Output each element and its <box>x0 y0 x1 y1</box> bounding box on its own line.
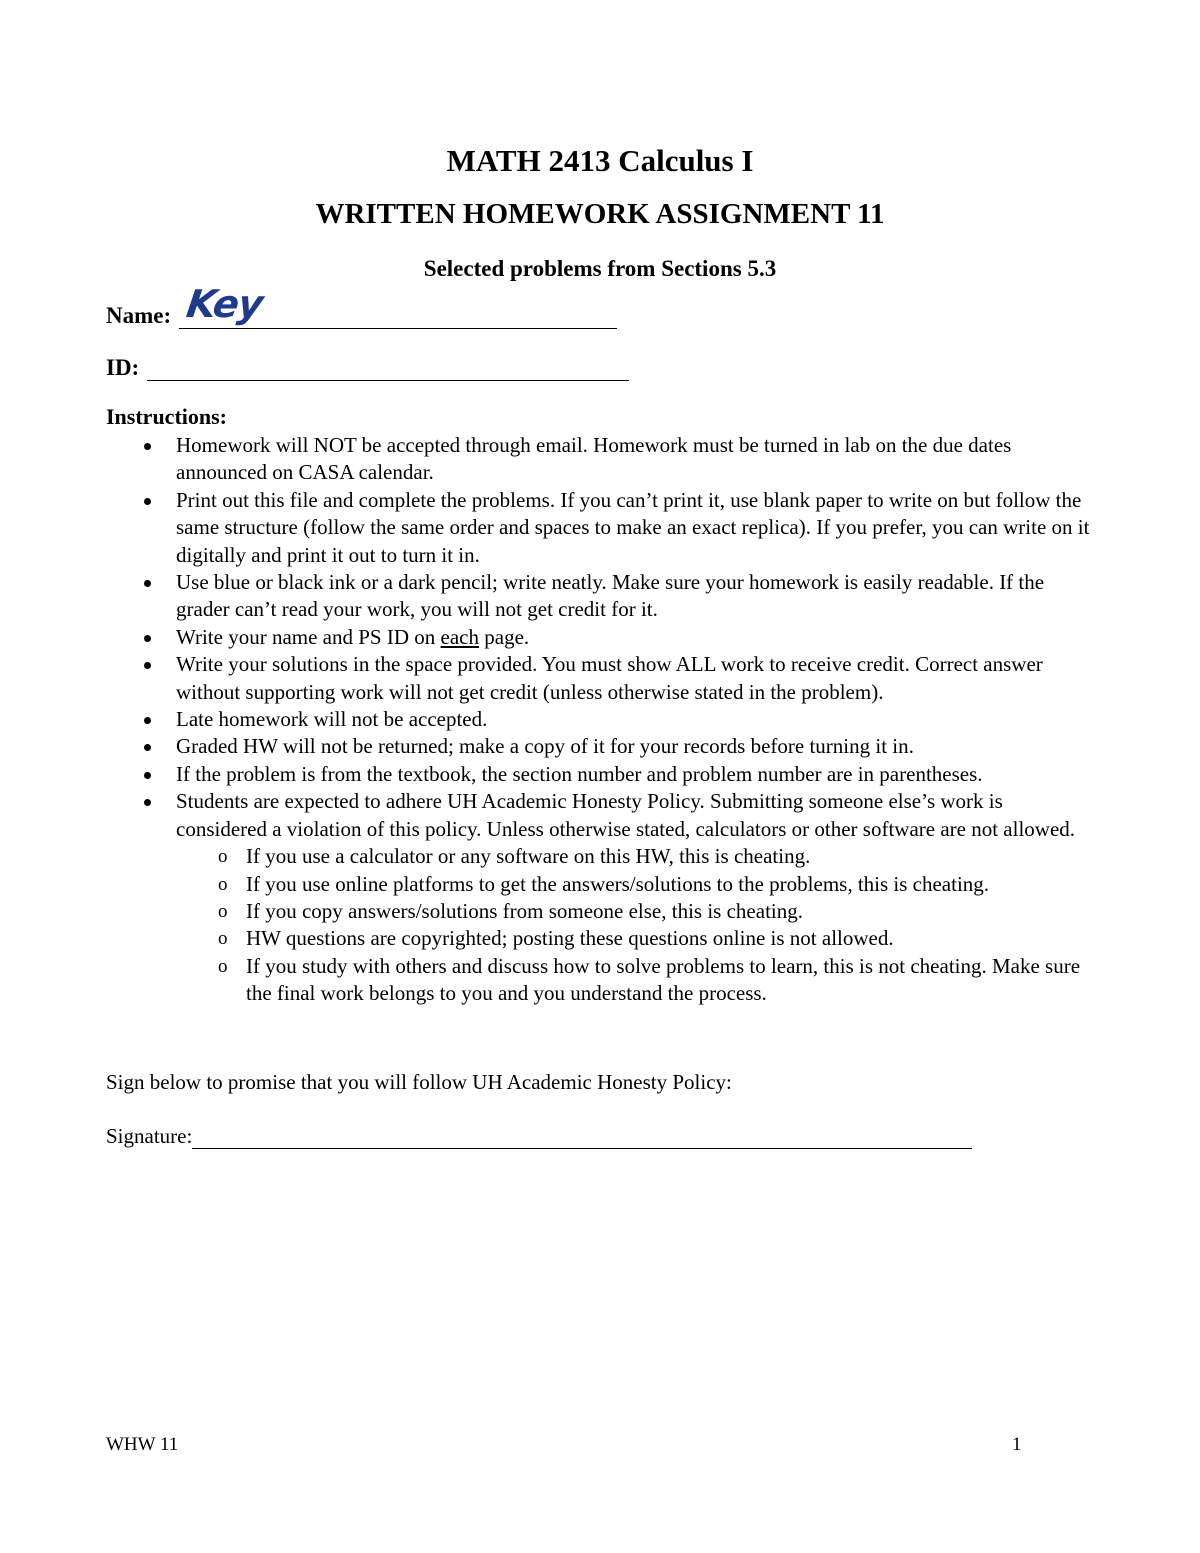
sub-list-item <box>176 953 1096 1008</box>
name-field[interactable] <box>179 282 617 329</box>
signature-label: Signature: <box>106 1124 193 1148</box>
name-field-row <box>106 282 617 329</box>
list-item <box>106 788 1096 1007</box>
list-item <box>106 432 1096 487</box>
list-item <box>106 569 1096 624</box>
instruction-text: Homework will NOT be accepted through email. Homework must be turned in lab on the due dates announced on CASA calendar. <box>176 433 1012 485</box>
list-item <box>106 733 1096 760</box>
circle-bullet-icon: o <box>218 928 228 950</box>
bullet-icon <box>144 717 151 724</box>
circle-bullet-icon: o <box>218 900 228 922</box>
instructions-list <box>106 432 1096 1008</box>
sub-list-item <box>176 898 1096 925</box>
circle-bullet-icon: o <box>218 873 228 895</box>
instruction-text: Write your solutions in the space provided. You must show ALL work to receive credit. Correct answer without supporting work will not get credit (unless otherwise stated in the problem). <box>176 652 1043 704</box>
signature-row <box>106 1124 972 1149</box>
footer-label: WHW 11 <box>106 1434 179 1455</box>
bullet-icon <box>144 635 151 642</box>
instruction-text: If the problem is from the textbook, the section number and problem number are in parentheses. <box>176 761 983 786</box>
sub-instruction-text: If you use online platforms to get the answers/solutions to the problems, this is cheating. <box>246 871 990 896</box>
id-field-row <box>106 352 629 381</box>
list-item <box>106 624 1096 651</box>
course-title: MATH 2413 Calculus I <box>446 143 754 178</box>
sub-list-item <box>176 871 1096 898</box>
instruction-text: Print out this file and complete the problems. If you can’t print it, use blank paper to write on but follow the same structure (follow the same order and spaces to make an exact replica). If you prefer, you can write on it digitally and print it out to turn it in. <box>176 487 1090 567</box>
sub-instruction-text: If you copy answers/solutions from someone else, this is cheating. <box>246 898 803 923</box>
sub-list-item <box>176 925 1096 952</box>
instruction-text-before: Write your name and PS ID on <box>176 624 441 649</box>
sections-subtitle: Selected problems from Sections 5.3 <box>423 256 777 281</box>
sub-instruction-text: If you study with others and discuss how to solve problems to learn, this is not cheating. Make sure the final work belongs to you and you understand the process. <box>246 953 1081 1006</box>
assignment-title: WRITTEN HOMEWORK ASSIGNMENT 11 <box>315 198 885 230</box>
honesty-sublist <box>176 843 1096 1007</box>
list-item <box>106 487 1096 569</box>
circle-bullet-icon: o <box>218 955 228 977</box>
id-field[interactable] <box>147 352 629 381</box>
list-item <box>106 706 1096 733</box>
name-label: Name: <box>106 303 172 328</box>
instructions-heading: Instructions: <box>106 404 228 429</box>
circle-bullet-icon: o <box>218 846 228 868</box>
bullet-icon <box>144 580 151 587</box>
bullet-icon <box>144 443 151 450</box>
honesty-prompt: Sign below to promise that you will follow UH Academic Honesty Policy: <box>106 1070 732 1094</box>
list-item <box>106 651 1096 706</box>
instruction-text: Graded HW will not be returned; make a copy of it for your records before turning it in. <box>176 734 914 759</box>
bullet-icon <box>144 498 151 505</box>
handwritten-name: Key <box>184 282 266 326</box>
sub-instruction-text: HW questions are copyrighted; posting these questions online is not allowed. <box>246 926 894 951</box>
instruction-text: Students are expected to adhere UH Academic Honesty Policy. Submitting someone else’s work is considered a violation of this policy. Unless otherwise stated, calculators or other software are not allowed. <box>176 789 1076 841</box>
list-item <box>106 761 1096 788</box>
bullet-icon <box>144 772 151 779</box>
instruction-text: Late homework will not be accepted. <box>176 707 488 732</box>
bullet-icon <box>144 744 151 751</box>
page-number: 1 <box>1012 1434 1022 1455</box>
id-label: ID: <box>106 355 140 380</box>
instruction-text-underlined: each <box>440 624 479 649</box>
sub-list-item <box>176 843 1096 870</box>
sub-instruction-text: If you use a calculator or any software on this HW, this is cheating. <box>246 844 811 869</box>
bullet-icon <box>144 799 151 806</box>
instruction-text: Use blue or black ink or a dark pencil; write neatly. Make sure your homework is easily readable. If the grader can’t read your work, you will not get credit for it. <box>176 570 1045 622</box>
bullet-icon <box>144 662 151 669</box>
signature-field[interactable] <box>192 1124 972 1149</box>
instruction-text-after: page. <box>479 624 530 649</box>
